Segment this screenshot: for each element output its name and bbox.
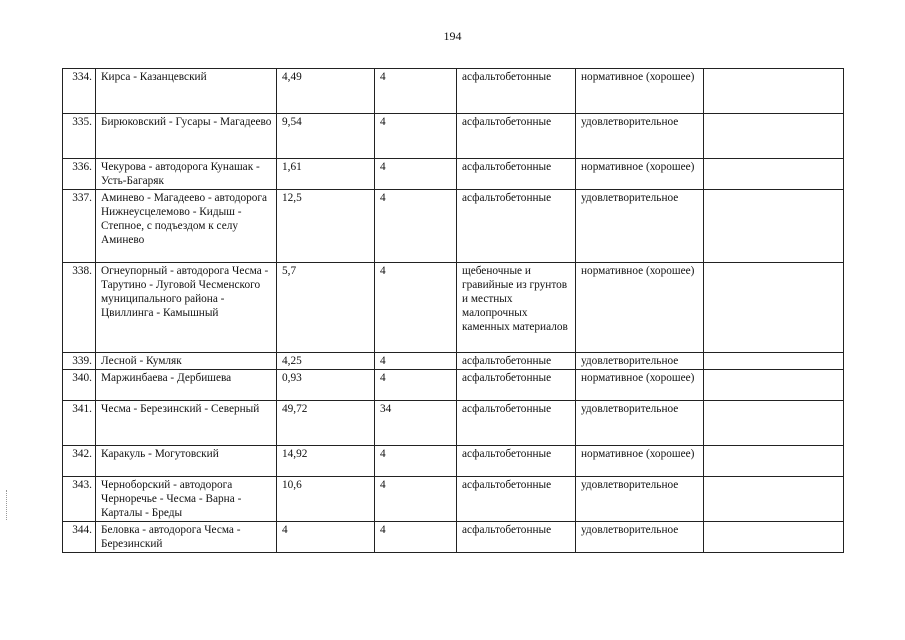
- cell-category: 4: [375, 69, 457, 114]
- cell-condition: удовлетворительное: [576, 353, 704, 370]
- cell-condition: удовлетворительное: [576, 190, 704, 263]
- cell-length: 0,93: [277, 370, 375, 401]
- table-row: [63, 353, 844, 370]
- margin-mark: [6, 490, 8, 520]
- cell-category: 4: [375, 477, 457, 522]
- cell-road: Каракуль - Могутовский: [96, 446, 277, 477]
- cell-num: 334.: [63, 69, 96, 114]
- cell-surface: асфальтобетонные: [457, 114, 576, 159]
- cell-length: 4,25: [277, 353, 375, 370]
- cell-surface: асфальтобетонные: [457, 446, 576, 477]
- cell-road: Бирюковский - Гусары - Магадеево: [96, 114, 277, 159]
- cell-road: Кирса - Казанцевский: [96, 69, 277, 114]
- cell-surface: асфальтобетонные: [457, 522, 576, 553]
- cell-category: 4: [375, 114, 457, 159]
- table-row: [63, 477, 844, 522]
- cell-category: 4: [375, 446, 457, 477]
- cell-condition: нормативное (хорошее): [576, 159, 704, 190]
- cell-length: 1,61: [277, 159, 375, 190]
- cell-note: [704, 446, 844, 477]
- cell-num: 341.: [63, 401, 96, 446]
- cell-length: 49,72: [277, 401, 375, 446]
- cell-condition: нормативное (хорошее): [576, 263, 704, 353]
- cell-category: 4: [375, 353, 457, 370]
- cell-condition: нормативное (хорошее): [576, 370, 704, 401]
- table-row: [63, 401, 844, 446]
- cell-note: [704, 477, 844, 522]
- cell-num: 340.: [63, 370, 96, 401]
- table-row: [63, 522, 844, 553]
- cell-note: [704, 370, 844, 401]
- cell-note: [704, 114, 844, 159]
- table-row: [63, 446, 844, 477]
- cell-surface: асфальтобетонные: [457, 353, 576, 370]
- cell-road: Чесма - Березинский - Северный: [96, 401, 277, 446]
- cell-category: 4: [375, 159, 457, 190]
- cell-road: Черноборский - автодорога Черноречье - Чесма - Варна - Карталы - Бреды: [96, 477, 277, 522]
- cell-road: Лесной - Кумляк: [96, 353, 277, 370]
- cell-note: [704, 69, 844, 114]
- cell-num: 343.: [63, 477, 96, 522]
- cell-num: 336.: [63, 159, 96, 190]
- cell-category: 4: [375, 190, 457, 263]
- cell-surface: щебеночные и гравийные из грунтов и местных малопрочных каменных материалов: [457, 263, 576, 353]
- table-row: [63, 370, 844, 401]
- cell-condition: удовлетворительное: [576, 401, 704, 446]
- cell-num: 342.: [63, 446, 96, 477]
- cell-surface: асфальтобетонные: [457, 370, 576, 401]
- roads-table: [62, 68, 844, 553]
- table-row: [63, 114, 844, 159]
- cell-road: Аминево - Магадеево - автодорога Нижнеусцелемово - Кидыш - Степное, с подъездом к селу Аминево: [96, 190, 277, 263]
- cell-category: 4: [375, 522, 457, 553]
- cell-note: [704, 522, 844, 553]
- table-row: [63, 159, 844, 190]
- cell-road: Маржинбаева - Дербишева: [96, 370, 277, 401]
- cell-condition: удовлетворительное: [576, 114, 704, 159]
- cell-surface: асфальтобетонные: [457, 69, 576, 114]
- cell-road: Чекурова - автодорога Кунашак - Усть-Багаряк: [96, 159, 277, 190]
- cell-length: 4,49: [277, 69, 375, 114]
- table-row: [63, 263, 844, 353]
- cell-note: [704, 263, 844, 353]
- cell-category: 34: [375, 401, 457, 446]
- cell-length: 12,5: [277, 190, 375, 263]
- cell-condition: удовлетворительное: [576, 477, 704, 522]
- cell-num: 337.: [63, 190, 96, 263]
- cell-note: [704, 353, 844, 370]
- table-row: [63, 190, 844, 263]
- cell-road: Беловка - автодорога Чесма - Березинский: [96, 522, 277, 553]
- cell-condition: удовлетворительное: [576, 522, 704, 553]
- cell-surface: асфальтобетонные: [457, 477, 576, 522]
- cell-surface: асфальтобетонные: [457, 190, 576, 263]
- cell-road: Огнеупорный - автодорога Чесма - Тарутино - Луговой Чесменского муниципального района - Цвиллинга - Камышный: [96, 263, 277, 353]
- cell-category: 4: [375, 370, 457, 401]
- cell-length: 5,7: [277, 263, 375, 353]
- cell-num: 335.: [63, 114, 96, 159]
- cell-num: 344.: [63, 522, 96, 553]
- cell-note: [704, 190, 844, 263]
- cell-category: 4: [375, 263, 457, 353]
- cell-num: 338.: [63, 263, 96, 353]
- cell-note: [704, 401, 844, 446]
- cell-condition: нормативное (хорошее): [576, 446, 704, 477]
- cell-surface: асфальтобетонные: [457, 159, 576, 190]
- cell-note: [704, 159, 844, 190]
- table-row: [63, 69, 844, 114]
- cell-length: 10,6: [277, 477, 375, 522]
- cell-surface: асфальтобетонные: [457, 401, 576, 446]
- cell-condition: нормативное (хорошее): [576, 69, 704, 114]
- page-number: 194: [443, 29, 462, 43]
- cell-num: 339.: [63, 353, 96, 370]
- cell-length: 4: [277, 522, 375, 553]
- cell-length: 9,54: [277, 114, 375, 159]
- cell-length: 14,92: [277, 446, 375, 477]
